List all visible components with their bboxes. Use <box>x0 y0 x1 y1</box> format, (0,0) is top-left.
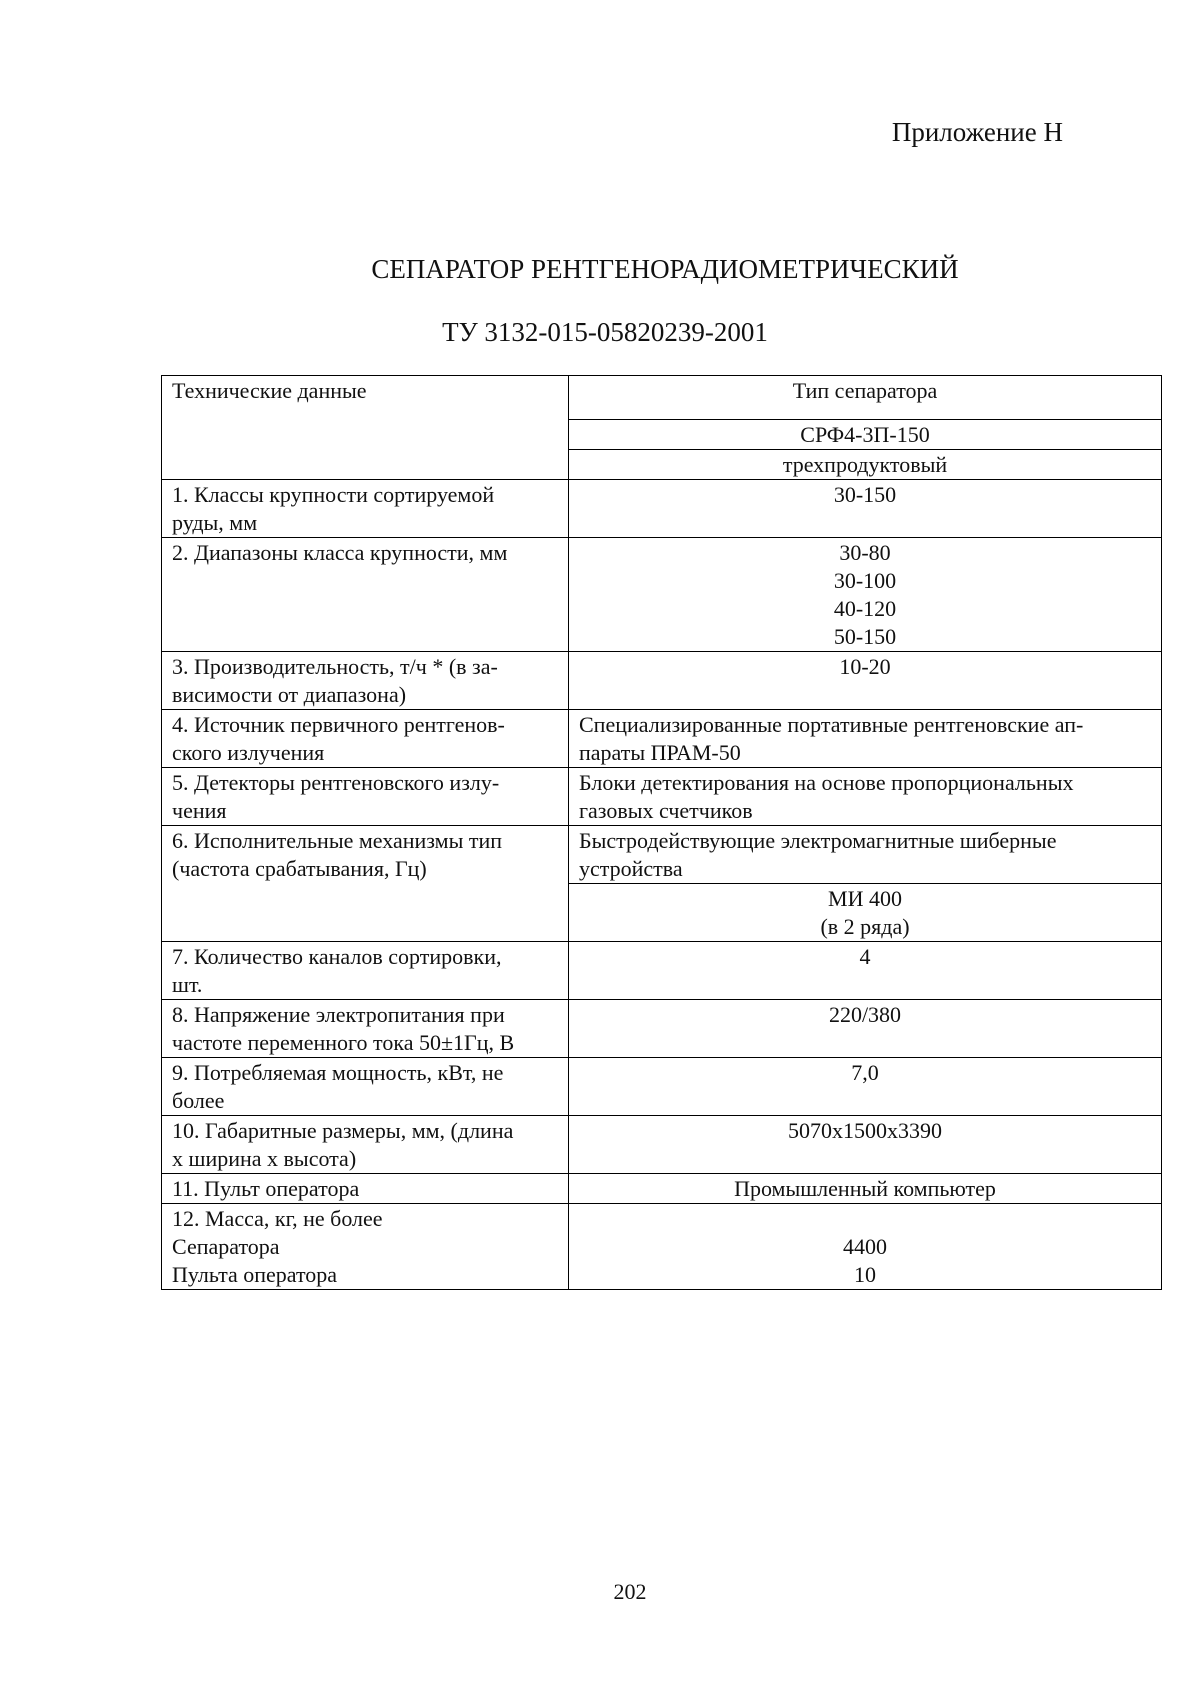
page-number: 202 <box>613 1579 647 1604</box>
row-label: 6. Исполнительные механизмы тип (частота срабатывания, Гц) <box>162 826 569 942</box>
row-value: 4 <box>569 942 1162 1000</box>
row-value: Специализированные портативные рентгеновские ап- параты ПРАМ-50 <box>569 710 1162 768</box>
row-value-secondary: МИ 400 (в 2 ряда) <box>569 884 1162 942</box>
row-value: Быстродействующие электромагнитные шиберные устройства <box>569 826 1162 884</box>
header-technical-data: Технические данные <box>162 376 569 480</box>
row-value: 7,0 <box>569 1058 1162 1116</box>
row-value: 220/380 <box>569 1000 1162 1058</box>
row-value: 10-20 <box>569 652 1162 710</box>
table-row <box>162 480 1162 538</box>
row-label: 1. Классы крупности сортируемой руды, мм <box>162 480 569 538</box>
row-value: 30-150 <box>569 480 1162 538</box>
row-label: 3. Производительность, т/ч * (в за- висимости от диапазона) <box>162 652 569 710</box>
row-label: 4. Источник первичного рентгенов- ского излучения <box>162 710 569 768</box>
row-label: 11. Пульт оператора <box>162 1174 569 1204</box>
row-value: Блоки детектирования на основе пропорциональных газовых счетчиков <box>569 768 1162 826</box>
row-value: 5070х1500х3390 <box>569 1116 1162 1174</box>
table-row <box>162 538 1162 652</box>
table-row <box>162 1058 1162 1116</box>
row-label: 10. Габаритные размеры, мм, (длина х ширина х высота) <box>162 1116 569 1174</box>
row-label: 9. Потребляемая мощность, кВт, не более <box>162 1058 569 1116</box>
row-label: 5. Детекторы рентгеновского излу- чения <box>162 768 569 826</box>
header-separator-type: Тип сепаратора <box>569 376 1162 420</box>
row-label: 8. Напряжение электропитания при частоте переменного тока 50±1Гц, В <box>162 1000 569 1058</box>
document-subtitle: ТУ 3132-015-05820239-2001 <box>442 317 768 347</box>
table-row <box>162 1000 1162 1058</box>
row-label: 7. Количество каналов сортировки, шт. <box>162 942 569 1000</box>
table-row <box>162 1204 1162 1290</box>
table-row <box>162 652 1162 710</box>
row-value: 4400 10 <box>569 1204 1162 1290</box>
header-model-type: трехпродуктовый <box>569 450 1162 480</box>
header-model: СРФ4-3П-150 <box>569 420 1162 450</box>
document-title: СЕПАРАТОР РЕНТГЕНОРАДИОМЕТРИЧЕСКИЙ <box>371 254 959 284</box>
table-row <box>162 1174 1162 1204</box>
row-value: 30-80 30-100 40-120 50-150 <box>569 538 1162 652</box>
specifications-table <box>161 375 1162 1290</box>
row-value: Промышленный компьютер <box>569 1174 1162 1204</box>
row-label: 12. Масса, кг, не более Сепаратора Пульта оператора <box>162 1204 569 1290</box>
table-header-row <box>162 376 1162 420</box>
row-label: 2. Диапазоны класса крупности, мм <box>162 538 569 652</box>
table-row <box>162 768 1162 826</box>
table-row <box>162 710 1162 768</box>
table-row <box>162 942 1162 1000</box>
table-row <box>162 826 1162 884</box>
appendix-label: Приложение Н <box>891 117 1063 147</box>
table-row <box>162 1116 1162 1174</box>
